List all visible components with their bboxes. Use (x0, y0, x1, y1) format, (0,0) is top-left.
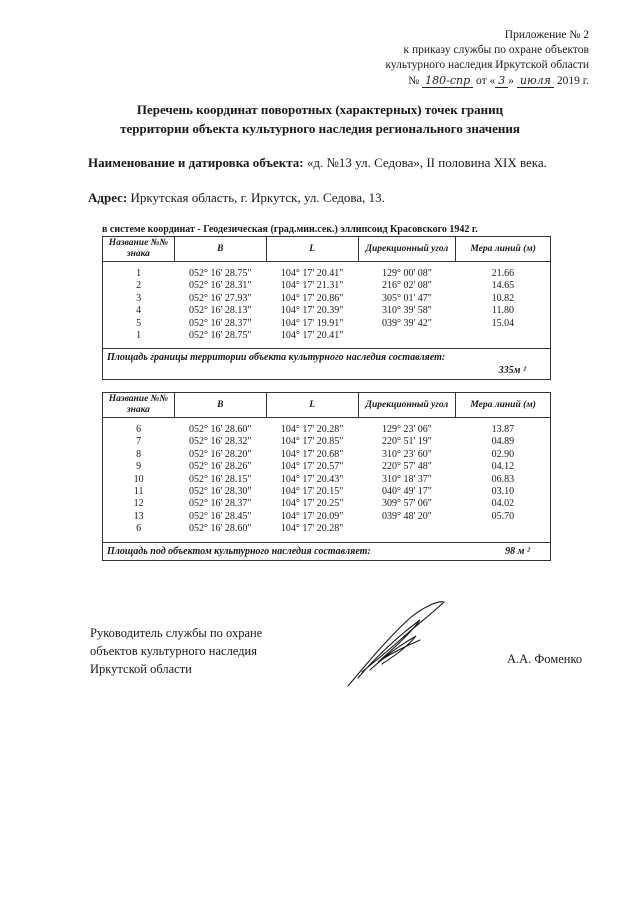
direction-angle-cell: 129° 23' 06" (381, 424, 432, 435)
latitude-b-cell: 052° 16' 28.37" (189, 498, 252, 510)
longitude-l-cell: 104° 17' 20.09" (280, 510, 344, 522)
title-line-1: Перечень координат поворотных (характерных) точек границ (136, 102, 504, 117)
point-number-cell: 8 (103, 449, 175, 461)
table-row (103, 436, 551, 448)
line-length-cell: 02.90 (456, 449, 551, 461)
longitude-l-cell: 104° 17' 19.91" (280, 317, 344, 329)
object-address (88, 190, 593, 206)
line-length-cell (456, 523, 551, 535)
point-number-cell: 10 (103, 474, 175, 486)
table-row (103, 293, 551, 305)
area-label: Площадь границы территории объекта культурного наследия составляет: (107, 352, 446, 364)
line-length-cell: 11.80 (456, 305, 551, 317)
address-label: Адрес: (88, 190, 128, 205)
table-row (103, 424, 551, 436)
header-b: B (174, 393, 266, 418)
direction-angle-cell (358, 523, 456, 535)
table-row (103, 511, 551, 523)
latitude-b-cell: 052° 16' 28.26" (189, 461, 252, 473)
signatory-name: А.А. Фоменко (507, 652, 583, 666)
latitude-b-cell: 052° 16' 28.13" (189, 305, 252, 317)
longitude-l-cell: 104° 17' 20.68" (280, 448, 344, 460)
line-length-cell: 14.65 (456, 280, 551, 292)
line-length-cell: 04.02 (456, 498, 551, 510)
header-l: L (266, 237, 358, 262)
line-length-cell: 04.12 (456, 461, 551, 473)
latitude-b-cell: 052° 16' 28.60" (189, 523, 252, 535)
header-l: L (266, 393, 358, 418)
header-b: B (174, 237, 266, 262)
line-length-cell: 13.87 (456, 424, 551, 436)
header-name: Название №№ знака (103, 237, 175, 262)
latitude-b-cell: 052° 16' 28.15" (189, 473, 252, 485)
direction-angle-cell: 310° 39' 58" (381, 305, 432, 317)
latitude-b-cell: 052° 16' 28.31" (189, 280, 252, 292)
direction-angle-cell: 040° 49' 17" (381, 486, 432, 498)
order-no-label: № (408, 75, 420, 87)
longitude-l-cell: 104° 17' 20.15" (280, 486, 344, 498)
direction-angle-cell: 039° 39' 42" (381, 317, 432, 329)
appendix-line-1: Приложение № 2 (504, 29, 589, 41)
latitude-b-cell: 052° 16' 28.60" (189, 424, 252, 435)
longitude-l-cell: 104° 17' 20.39" (280, 305, 344, 317)
longitude-l-cell: 104° 17' 20.57" (280, 461, 344, 473)
object-name-value: «д. №13 ул. Седова», II половина XIX века. (306, 155, 547, 170)
longitude-l-cell: 104° 17' 20.85" (280, 436, 344, 448)
area-cell (103, 349, 551, 380)
table-row (103, 305, 551, 317)
point-number-cell: 11 (103, 486, 175, 498)
line-length-cell: 15.04 (456, 318, 551, 330)
point-number-cell: 3 (103, 293, 175, 305)
point-number-cell: 1 (103, 268, 175, 280)
table-row (103, 268, 551, 280)
document-title (60, 100, 580, 138)
point-number-cell: 2 (103, 280, 175, 292)
table-row (103, 449, 551, 461)
address-value: Иркутская область, г. Иркутск, ул. Седова, 13. (130, 190, 385, 205)
table-row (103, 486, 551, 498)
table-row (103, 523, 551, 535)
line-length-cell: 10.82 (456, 293, 551, 305)
direction-angle-cell: 310° 23' 60" (381, 448, 432, 460)
longitude-l-cell: 104° 17' 20.86" (280, 292, 344, 304)
object-name (88, 154, 593, 172)
area-cell (103, 542, 551, 560)
direction-angle-cell: 216° 02' 08" (381, 280, 432, 292)
line-length-cell: 04.89 (456, 436, 551, 448)
point-number-cell: 6 (103, 523, 175, 535)
table-row (103, 318, 551, 330)
header-line-measure: Мера линий (м) (456, 393, 551, 418)
latitude-b-cell: 052° 16' 28.75" (189, 330, 252, 342)
point-number-cell: 6 (103, 424, 175, 436)
table-row (103, 330, 551, 342)
point-number-cell: 7 (103, 436, 175, 448)
direction-angle-cell: 129° 00' 08" (381, 268, 432, 279)
area-row (103, 542, 551, 560)
appendix-line-2: к приказу службы по охране объектов (403, 44, 589, 56)
direction-angle-cell: 039° 48' 20" (381, 510, 432, 522)
title-line-2: территории объекта культурного наследия регионального значения (120, 121, 520, 136)
longitude-l-cell: 104° 17' 20.41" (280, 268, 344, 279)
header-line-measure: Мера линий (м) (456, 237, 551, 262)
header-direction-angle: Дирекционный угол (358, 393, 456, 418)
coordinate-system-note: в системе координат - Геодезическая (град.мин.сек.) эллипсоид Красовского 1942 г. (102, 224, 478, 235)
signatory-line-2: объектов культурного наследия (90, 644, 257, 658)
order-year: 2019 г. (556, 75, 589, 87)
longitude-l-cell: 104° 17' 20.41" (280, 330, 344, 342)
longitude-l-cell: 104° 17' 20.25" (280, 498, 344, 510)
line-length-cell (456, 330, 551, 342)
order-line (386, 73, 590, 89)
table-row (103, 498, 551, 510)
longitude-l-cell: 104° 17' 20.43" (280, 473, 344, 485)
direction-angle-cell: 309° 57' 06" (381, 498, 432, 510)
latitude-b-cell: 052° 16' 28.32" (189, 436, 252, 448)
direction-angle-cell (358, 330, 456, 342)
appendix-header (386, 28, 590, 89)
table-body (103, 262, 551, 349)
table-row (103, 461, 551, 473)
latitude-b-cell: 052° 16' 28.20" (189, 448, 252, 460)
coordinates-table-under-object (102, 392, 551, 561)
longitude-l-cell: 104° 17' 21.31" (280, 280, 344, 292)
direction-angle-cell: 305° 01' 47" (381, 292, 432, 304)
table-row (103, 474, 551, 486)
handwritten-signature (340, 596, 450, 692)
latitude-b-cell: 052° 16' 28.30" (189, 486, 252, 498)
latitude-b-cell: 052° 16' 28.45" (189, 510, 252, 522)
area-row (103, 349, 551, 380)
order-number: 180-спр (422, 74, 473, 88)
header-name: Название №№ знака (103, 393, 175, 418)
order-quote-close: » (508, 75, 515, 87)
line-length-cell: 21.66 (456, 268, 551, 280)
point-number-cell: 4 (103, 305, 175, 317)
signatory-title (90, 624, 262, 678)
order-month: июля (517, 74, 554, 88)
area-value: 335м ² (498, 365, 526, 377)
table-body (103, 418, 551, 543)
signatory-line-1: Руководитель службы по охране (90, 626, 263, 640)
point-number-cell: 13 (103, 511, 175, 523)
line-length-cell: 06.83 (456, 474, 551, 486)
area-value: 98 м ² (505, 545, 530, 557)
latitude-b-cell: 052° 16' 28.37" (189, 317, 252, 329)
order-day: 3 (495, 74, 508, 88)
latitude-b-cell: 052° 16' 28.75" (189, 268, 252, 279)
latitude-b-cell: 052° 16' 27.93" (189, 292, 252, 304)
longitude-l-cell: 104° 17' 20.28" (280, 424, 344, 435)
direction-angle-cell: 220° 57' 48" (381, 461, 432, 473)
point-number-cell: 9 (103, 461, 175, 473)
longitude-l-cell: 104° 17' 20.28" (280, 523, 344, 535)
line-length-cell: 05.70 (456, 511, 551, 523)
point-number-cell: 5 (103, 318, 175, 330)
area-label: Площадь под объектом культурного наследия составляет: (107, 545, 371, 557)
direction-angle-cell: 310° 18' 37" (381, 473, 432, 485)
point-number-cell: 12 (103, 498, 175, 510)
coordinates-table-territory (102, 236, 551, 380)
appendix-line-3: культурного наследия Иркутской области (385, 59, 589, 71)
direction-angle-cell: 220° 51' 19" (381, 436, 432, 448)
table-row (103, 280, 551, 292)
table-header-row (103, 393, 551, 418)
header-direction-angle: Дирекционный угол (358, 237, 456, 262)
order-from-label: от « (476, 75, 496, 87)
point-number-cell: 1 (103, 330, 175, 342)
signatory-line-3: Иркутской области (90, 662, 192, 676)
line-length-cell: 03.10 (456, 486, 551, 498)
object-name-label: Наименование и датировка объекта: (88, 155, 304, 170)
table-header-row (103, 237, 551, 262)
